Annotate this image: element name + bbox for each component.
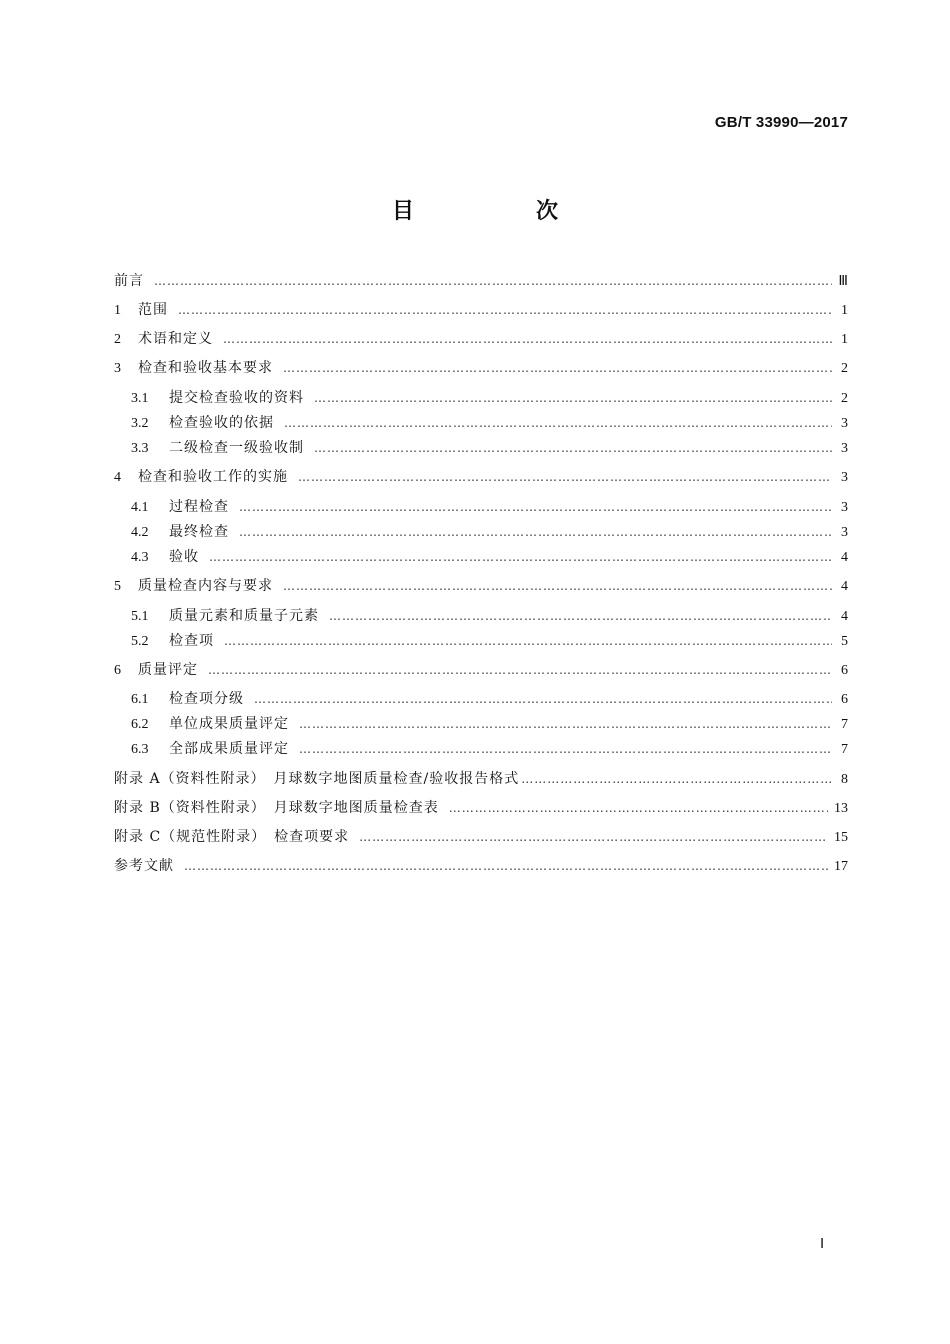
toc-title: 目 次 <box>391 198 608 224</box>
toc-entry-6-3[interactable] <box>131 738 848 760</box>
toc-entry-label: 术语和定义 <box>138 331 213 347</box>
toc-entry-number: 4.2 <box>131 525 149 540</box>
toc-entry-4-1[interactable] <box>131 496 848 518</box>
toc-entry-label: 质量检查内容与要求 <box>138 578 273 594</box>
toc-entry-page: 3 <box>841 441 848 456</box>
toc-entry-5[interactable] <box>114 575 848 597</box>
toc-entry-page: 3 <box>841 416 848 431</box>
toc-entry-number: 5.1 <box>131 609 149 624</box>
dot-leader <box>184 855 828 877</box>
dot-leader <box>284 412 832 434</box>
dot-leader <box>329 605 832 627</box>
toc-entry-references[interactable] <box>114 855 848 877</box>
toc-entry-3-3[interactable] <box>131 437 848 459</box>
toc-entry-label: 质量元素和质量子元素 <box>169 608 319 624</box>
toc-entry-5-2[interactable] <box>131 630 848 652</box>
toc-entry-page: 15 <box>834 830 848 845</box>
toc-entry-appendix-a[interactable] <box>114 768 848 790</box>
toc-entry-number: 3 <box>114 361 121 376</box>
toc-entry-number: 4 <box>114 470 121 485</box>
toc-entry-page: 6 <box>841 663 848 678</box>
toc-entry-3[interactable] <box>114 357 848 379</box>
toc-entry-label: 检查项分级 <box>169 691 244 707</box>
dot-leader <box>224 630 832 652</box>
toc-entry-page: 3 <box>841 470 848 485</box>
toc-entry-label: 单位成果质量评定 <box>169 716 289 732</box>
toc-entry-number: 2 <box>114 332 121 347</box>
toc-entry-label: 检查和验收工作的实施 <box>138 469 288 485</box>
toc-entry-number: 6.3 <box>131 742 149 757</box>
footer-page-number: Ⅰ <box>820 1237 825 1252</box>
toc-entry-number: 5.2 <box>131 634 149 649</box>
toc-entry-page: 8 <box>841 772 848 787</box>
toc-entry-6-2[interactable] <box>131 713 848 735</box>
dot-leader <box>299 738 832 760</box>
dot-leader <box>239 496 832 518</box>
toc-entry-number: 5 <box>114 579 121 594</box>
toc-entry-page: 3 <box>841 525 848 540</box>
toc-entry-3-1[interactable] <box>131 387 848 409</box>
toc-entry-page: 3 <box>841 500 848 515</box>
toc-entry-3-2[interactable] <box>131 412 848 434</box>
standard-code: GB/T 33990—2017 <box>714 114 848 131</box>
dot-leader <box>208 659 832 681</box>
toc-entry-label: 最终检查 <box>169 524 229 540</box>
dot-leader <box>223 328 832 350</box>
dot-leader <box>359 826 828 848</box>
dot-leader <box>283 575 832 597</box>
toc-entry-label: 全部成果质量评定 <box>169 741 289 757</box>
toc-entry-4-2[interactable] <box>131 521 848 543</box>
dot-leader <box>298 466 832 488</box>
toc-entry-label: 二级检查一级验收制 <box>169 440 304 456</box>
toc-entry-appendix-b[interactable] <box>114 797 848 819</box>
toc-entry-6-1[interactable] <box>131 688 848 710</box>
dot-leader <box>449 797 828 819</box>
toc-entry-label: 附录 A（资料性附录） 月球数字地图质量检查/验收报告格式 <box>114 771 520 787</box>
toc-entry-number: 6 <box>114 663 121 678</box>
dot-leader <box>178 299 832 321</box>
toc-entry-1[interactable] <box>114 299 848 321</box>
dot-leader <box>314 387 832 409</box>
toc-entry-number: 3.1 <box>131 391 149 406</box>
toc-entry-page: Ⅲ <box>838 274 848 289</box>
toc-entry-page: 4 <box>841 550 848 565</box>
toc-entry-appendix-c[interactable] <box>114 826 848 848</box>
toc-entry-label: 参考文献 <box>114 858 174 874</box>
toc-entry-page: 4 <box>841 579 848 594</box>
dot-leader <box>314 437 832 459</box>
toc-entry-label: 检查验收的依据 <box>169 415 274 431</box>
toc-entry-page: 6 <box>841 692 848 707</box>
dot-leader <box>521 768 832 790</box>
toc-entry-label: 质量评定 <box>138 662 198 678</box>
toc-entry-number: 3.3 <box>131 441 149 456</box>
toc-entry-page: 13 <box>834 801 848 816</box>
toc-entry-page: 17 <box>834 859 848 874</box>
toc-entry-page: 5 <box>841 634 848 649</box>
toc-entry-label: 附录 B（资料性附录） 月球数字地图质量检查表 <box>114 800 439 816</box>
toc-entry-4[interactable] <box>114 466 848 488</box>
toc-entry-label: 检查项 <box>169 633 214 649</box>
toc-entry-label: 检查和验收基本要求 <box>138 360 273 376</box>
toc-entry-number: 1 <box>114 303 121 318</box>
toc-entry-label: 范围 <box>138 302 168 318</box>
dot-leader <box>299 713 832 735</box>
toc-entry-page: 7 <box>841 717 848 732</box>
toc-entry-number: 4.1 <box>131 500 149 515</box>
toc-entry-4-3[interactable] <box>131 546 848 568</box>
dot-leader <box>209 546 832 568</box>
dot-leader <box>154 270 832 292</box>
toc-entry-5-1[interactable] <box>131 605 848 627</box>
toc-entry-page: 7 <box>841 742 848 757</box>
toc-entry-label: 前言 <box>114 273 144 289</box>
toc-entry-number: 6.2 <box>131 717 149 732</box>
toc-entry-label: 附录 C（规范性附录） 检查项要求 <box>114 829 350 845</box>
toc-entry-page: 2 <box>841 361 848 376</box>
toc-entry-number: 4.3 <box>131 550 149 565</box>
toc-entry-number: 3.2 <box>131 416 149 431</box>
toc-entry-label: 提交检查验收的资料 <box>169 390 304 406</box>
toc-entry-number: 6.1 <box>131 692 149 707</box>
dot-leader <box>239 521 832 543</box>
toc-entry-page: 1 <box>841 332 848 347</box>
toc-entry-2[interactable] <box>114 328 848 350</box>
toc-entry-page: 4 <box>841 609 848 624</box>
toc-entry-page: 2 <box>841 391 848 406</box>
toc-entry-preface[interactable] <box>114 270 848 292</box>
toc-entry-page: 1 <box>841 303 848 318</box>
toc-entry-label: 验收 <box>169 549 199 565</box>
toc-entry-label: 过程检查 <box>169 499 229 515</box>
dot-leader <box>283 357 832 379</box>
toc-entry-6[interactable] <box>114 659 848 681</box>
dot-leader <box>254 688 832 710</box>
